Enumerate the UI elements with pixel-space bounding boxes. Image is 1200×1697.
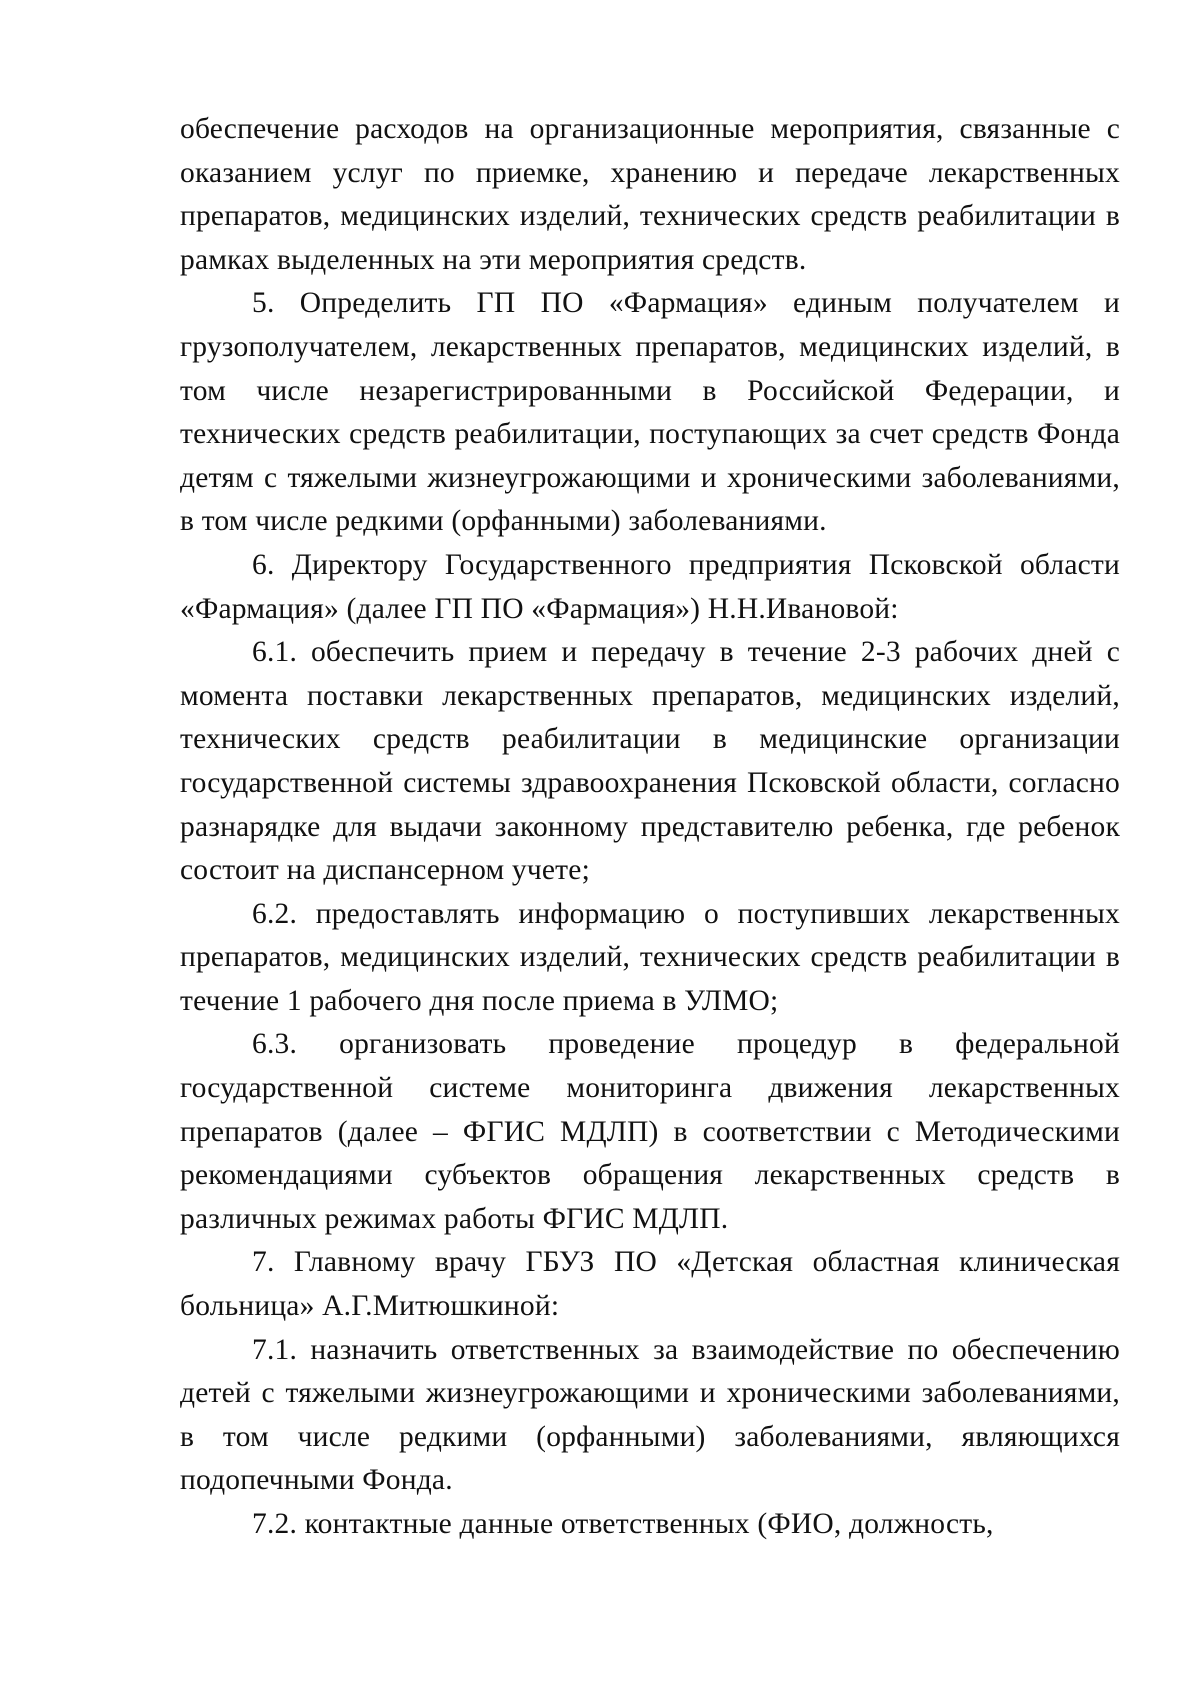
document-body (180, 108, 1120, 1547)
paragraph-7-1: 7.1. назначить ответственных за взаимодействие по обеспечению детей с тяжелыми жизнеугрожающими и хроническими заболеваниями, в том числе редкими (орфанными) заболеваниями, являющихся подопечными Фонда. (180, 1333, 1120, 1497)
paragraph-6-3: 6.3. организовать проведение процедур в федеральной государственной системе мониторинга движения лекарственных препаратов (далее – ФГИС МДЛП) в соответствии с Методическими рекомендациями субъектов обращения лекарственных средств в различных режимах работы ФГИС МДЛП. (180, 1028, 1120, 1235)
paragraph-continuation: обеспечение расходов на организационные мероприятия, связанные с оказанием услуг по приемке, хранению и передаче лекарственных препаратов, медицинских изделий, технических средств реабилитации в рамках выделенных на эти мероприятия средств. (180, 113, 1120, 276)
paragraph-7-2: 7.2. контактные данные ответственных (ФИО, должность, (252, 1508, 994, 1540)
paragraph-6-2: 6.2. предоставлять информацию о поступивших лекарственных препаратов, медицинских изделий, технических средств реабилитации в течение 1 рабочего дня после приема в УЛМО; (180, 897, 1120, 1017)
paragraph-7: 7. Главному врачу ГБУЗ ПО «Детская областная клиническая больница» А.Г.Митюшкиной: (180, 1246, 1120, 1323)
paragraph-6-1: 6.1. обеспечить прием и передачу в течение 2-3 рабочих дней с момента поставки лекарственных препаратов, медицинских изделий, технических средств реабилитации в медицинские организации государственной системы здравоохранения Псковской области, согласно разнарядке для выдачи законному представителю ребенка, где ребенок состоит на диспансерном учете; (180, 636, 1120, 887)
paragraph-5: 5. Определить ГП ПО «Фармация» единым получателем и грузополучателем, лекарственных препаратов, медицинских изделий, в том числе незарегистрированными в Российской Федерации, и технических средств реабилитации, поступающих за счет средств Фонда детям с тяжелыми жизнеугрожающими и хроническими заболеваниями, в том числе редкими (орфанными) заболеваниями. (180, 287, 1120, 538)
paragraph-6: 6. Директору Государственного предприятия Псковской области «Фармация» (далее ГП ПО «Фармация») Н.Н.Ивановой: (180, 548, 1120, 625)
